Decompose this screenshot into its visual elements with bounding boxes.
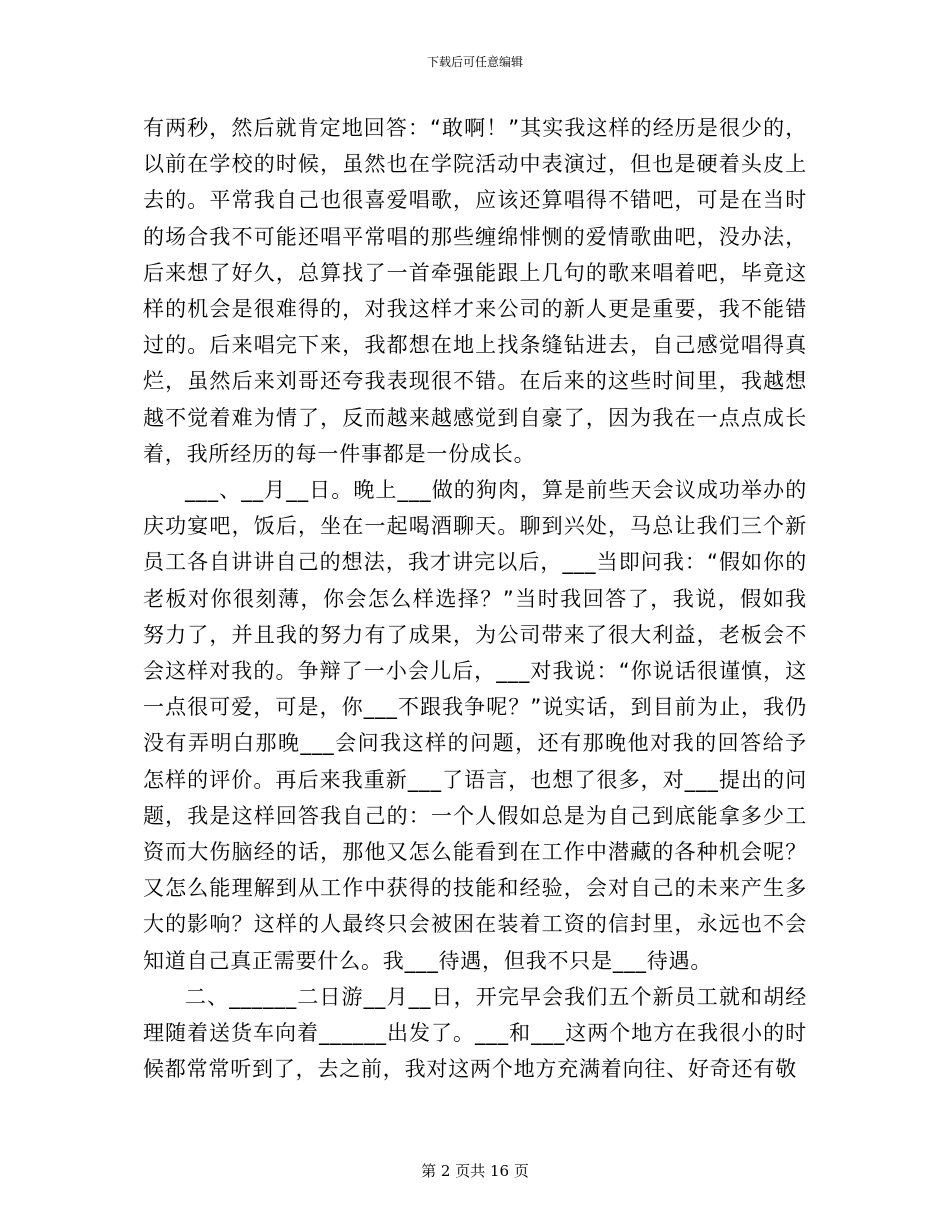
paragraph-2: ___、__月__日。晚上___做的狗肉，算是前些天会议成功举办的庆功宴吧，饭后，坐在一起喝酒聊天。聊到兴处，马总让我们三个新员工各自讲讲自己的想法，我才讲完以后，___当即问我：“假如你的老板对你很刻薄，你会怎么样选择？”当时我回答了，我说，假如我努力了，并且我的努力有了成果，为公司带来了很大利益，老板会不会这样对我的。争辩了一小会儿后，___对我说：“你说话很谨慎，这一点很可爱，可是，你___不跟我争呢？”说实话，到目前为止，我仍没有弄明白那晚___会问我这样的问题，还有那晚他对我的回答给予怎样的评价。再后来我重新___了语言，也想了很多，对___提出的问题，我是这样回答我自己的：一个人假如总是为自己到底能拿多少工资而大伤脑经的话，那他又怎么能看到在工作中潜藏的各种机会呢？又怎么能理解到从工作中获得的技能和经验，会对自己的未来产生多大的影响？这样的人最终只会被困在装着工资的信封里，永远也不会知道自己真正需要什么。我___待遇，但我不只是___待遇。 [143, 478, 807, 973]
paragraph-3: 二、______二日游__月__日，开完早会我们五个新员工就和胡经理随着送货车向着______出发了。___和___这两个地方在我很小的时候都常常听到了，去之前，我对这两个地方充满着向往、好奇还有敬 [143, 984, 807, 1082]
page-number: 第 2 页共 16 页 [421, 1162, 529, 1180]
page-header: 下载后可任意编辑 [426, 55, 523, 69]
document-body [143, 110, 807, 1087]
paragraph-1: 有两秒，然后就肯定地回答：“敢啊！”其实我这样的经历是很少的，以前在学校的时候，虽然也在学院活动中表演过，但也是硬着头皮上去的。平常我自己也很喜爱唱歌，应该还算唱得不错吧，可是在当时的场合我不可能还唱平常唱的那些缠绵悱恻的爱情歌曲吧，没办法，后来想了好久，总算找了一首牵强能跟上几句的歌来唱着吧，毕竟这样的机会是很难得的，对我这样才来公司的新人更是重要，我不能错过的。后来唱完下来，我都想在地上找条缝钻进去，自己感觉唱得真烂，虽然后来刘哥还夸我表现很不错。在后来的这些时间里，我越想越不觉着难为情了，反而越来越感觉到自豪了，因为我在一点点成长着，我所经历的每一件事都是一份成长。 [143, 116, 807, 466]
